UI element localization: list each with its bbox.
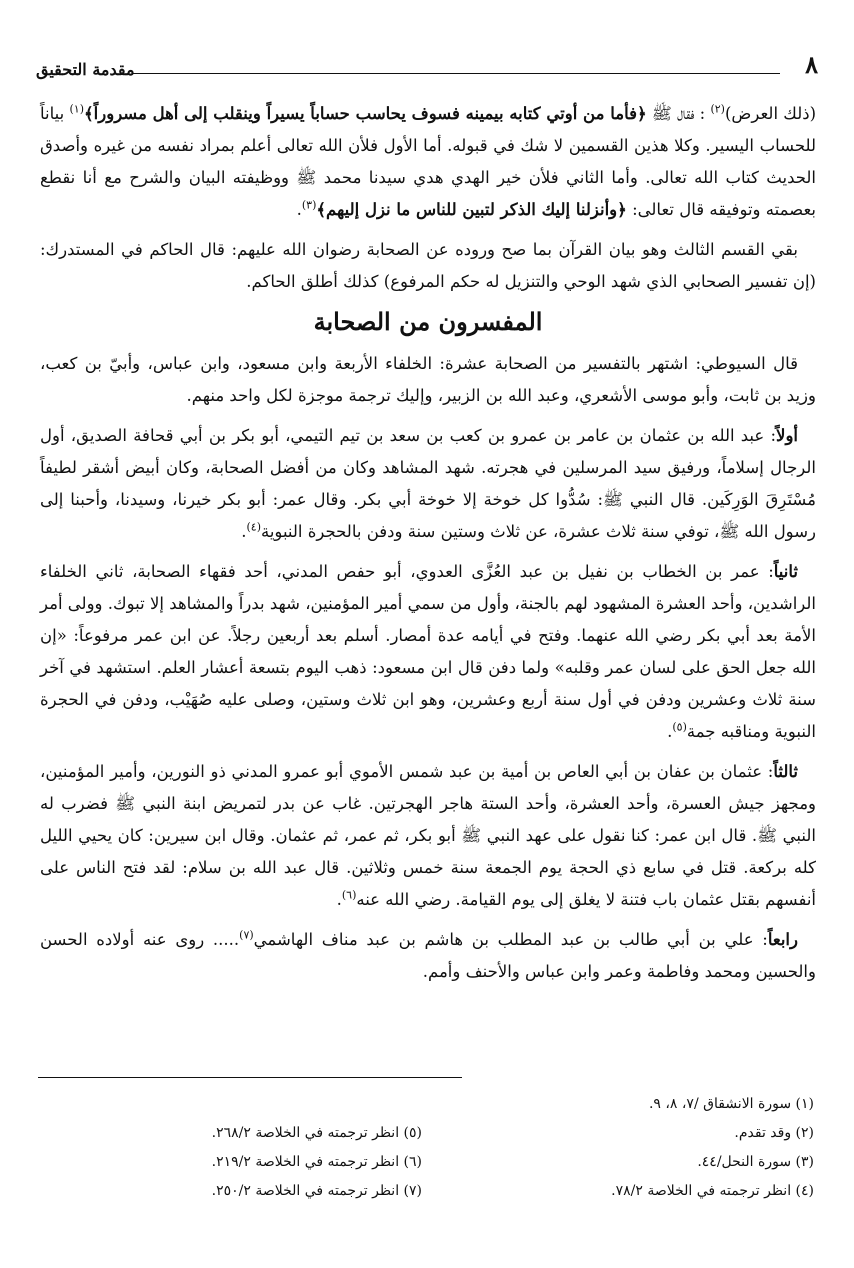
footnotes-left-column: [42, 1119, 422, 1206]
text: بياناً للحساب اليسير. وكلا هذين القسمين لا شك في قبوله. أما الأول فلأن الله تعالى أعلم بمراد نفسه من غيره وأصدق الحديث كتاب الله تعالى. وأما الثاني فلأن خير الهدي هدي سيدنا محمد ﷺ ووظيفته البيان والشرح مع أنا نقطع بعصمته وتوفيقه قال تعالى:: [40, 104, 816, 219]
entry-first: [40, 420, 816, 548]
footnote-ref: (٤): [246, 520, 261, 534]
text: .: [241, 522, 247, 541]
footnote-5: (٥) انظر ترجمته في الخلاصة ٢٦٨/٢.: [211, 1125, 422, 1141]
entry-label: ثانياً: [773, 562, 798, 581]
entry-label: رابعاً: [767, 930, 798, 949]
paragraph-3: قال السيوطي: اشتهر بالتفسير من الصحابة عشرة: الخلفاء الأربعة وابن مسعود، وابن عباس، وأبيّ بن كعب، وزيد بن ثابت، وأبو موسى الأشعري، وعبد الله بن الزبير، وإليك ترجمة موجزة لكل واحد منهم.: [40, 354, 816, 405]
footnote-1: (١) سورة الانشقاق /٧، ٨، ٩.: [648, 1096, 814, 1112]
footnote-ref: (٢): [710, 102, 725, 116]
page-header: [36, 50, 818, 84]
section-title: المفسرون من الصحابة: [313, 307, 543, 336]
page-number: ٨: [805, 50, 818, 79]
entry-text: ..... روى عنه أولاده الحسن والحسين ومحمد وفاطمة وعمر وابن عباس والأحنف وأمم.: [40, 930, 816, 981]
text: .: [336, 890, 342, 909]
text: .: [667, 722, 673, 741]
header-rule: [132, 73, 780, 74]
entry-text: : عبد الله بن عثمان بن عامر بن عمرو بن كعب بن سعد بن تيم التيمي، أبو بكر بن أبي قحافة الصديق، أول الرجال إسلاماً، ورفيق سيد المرسلين في هجرته. شهد المشاهد وكان من أفضل الصحابة، وكان أبيض أشقر لطيفاً مُسْتَرِقَ الوَرِكَين. قال النبي ﷺ: سُدُّوا كل خوخة إلا خوخة أبي بكر. وقال عمر: أبو بكر خيرنا، وسيدنا، وأحبنا إلى رسول الله ﷺ، توفي سنة ثلاث عشرة، عن ثلاث وستين سنة ودفن بالحجرة النبوية: [40, 426, 816, 541]
entry-third: [40, 756, 816, 916]
running-title: مقدمة التحقيق: [36, 60, 135, 79]
text: : فقال ﷺ: [646, 104, 711, 123]
entry-text: : عمر بن الخطاب بن نفيل بن عبد العُزَّى العدوي، أبو حفص المدني، أحد فقهاء الصحابة، ثاني الخلفاء الراشدين، وأحد العشرة المشهود لهم بالجنة، وأول من سمي أمير المؤمنين، شهد بدراً والمشاهد إلا تبوك. وولى أمر الأمة بعد أبي بكر رضي الله عنهما. وفتح في أيامه عدة أمصار. أسلم بعد أربعين رجلاً. عن ابن عمر مرفوعاً: «إن الله جعل الحق على لسان عمر وقلبه» ولما دفن قال ابن مسعود: ذهب اليوم بتسعة أعشار العلم. استشهد في آخر سنة ثلاث وعشرين ودفن في أول سنة أربع وعشرين، وهو ابن ثلاث وستين، وصلى عليه صُهَيْب، ودفن في الحجرة النبوية ومناقبه جمة: [40, 562, 817, 741]
paragraph-1: [40, 98, 816, 226]
footnotes-right-column: [434, 1090, 814, 1206]
footnote-ref: (١): [69, 102, 84, 116]
footnote-4: (٤) انظر ترجمته في الخلاصة ٧٨/٢.: [611, 1183, 814, 1199]
footnote-7: (٧) انظر ترجمته في الخلاصة ٢٥٠/٢.: [211, 1183, 422, 1199]
quran-quote: ﴿وأنزلنا إليك الذكر لتبين للناس ما نزل إليهم﴾: [316, 200, 627, 219]
footnote-2: (٢) وقد تقدم.: [734, 1125, 814, 1141]
paragraph-2: بقي القسم الثالث وهو بيان القرآن بما صح وروده عن الصحابة رضوان الله عليهم: قال الحاكم في المستدرك: (إن تفسير الصحابي الذي شهد الوحي والتنزيل له حكم المرفوع) كذلك أطلق الحاكم.: [40, 240, 816, 291]
main-text: [40, 98, 816, 996]
entry-label: أولاً: [776, 426, 798, 445]
footnote-rule: [38, 1077, 462, 1078]
text: .: [296, 200, 302, 219]
footnote-ref: (٥): [672, 720, 687, 734]
footnote-3: (٣) سورة النحل/٤٤.: [697, 1154, 814, 1170]
footnote-ref: (٧): [239, 928, 254, 942]
entry-text: : علي بن أبي طالب بن عبد المطلب بن هاشم بن عبد مناف الهاشمي: [253, 930, 768, 949]
entry-second: [40, 556, 816, 748]
footnote-6: (٦) انظر ترجمته في الخلاصة ٢١٩/٢.: [211, 1154, 422, 1170]
quran-quote: ﴿فأما من أوتي كتابه بيمينه فسوف يحاسب حساباً يسيراً وينقلب إلى أهل مسروراً﴾: [84, 104, 647, 123]
footnote-ref: (٣): [301, 198, 317, 212]
entry-text: : عثمان بن عفان بن أبي العاص بن أمية بن عبد شمس الأموي أبو عمرو المدني ذو النورين، وأمير المؤمنين، ومجهز جيش العسرة، وأحد العشرة، وأحد الستة هاجر الهجرتين. غاب عن بدر لتمريض ابنة النبي ﷺ فضرب له النبي ﷺ. قال ابن عمر: كنا نقول على عهد النبي ﷺ أبو بكر، ثم عمر، ثم عثمان. وقال ابن سيرين: كان يحيي الليل كله بركعة. قتل في سابع ذي الحجة يوم الجمعة سنة خمس وثلاثين. قال عبد الله بن سلام: لقد فتح الناس على أنفسهم بقتل عثمان باب فتنة لا يغلق إلى يوم القيامة. رضي الله عنه: [40, 762, 816, 909]
text: (ذلك العرض): [724, 104, 817, 123]
entry-label: ثالثاً: [773, 762, 798, 781]
entry-fourth: [40, 924, 816, 988]
footnote-ref: (٦): [341, 888, 357, 902]
